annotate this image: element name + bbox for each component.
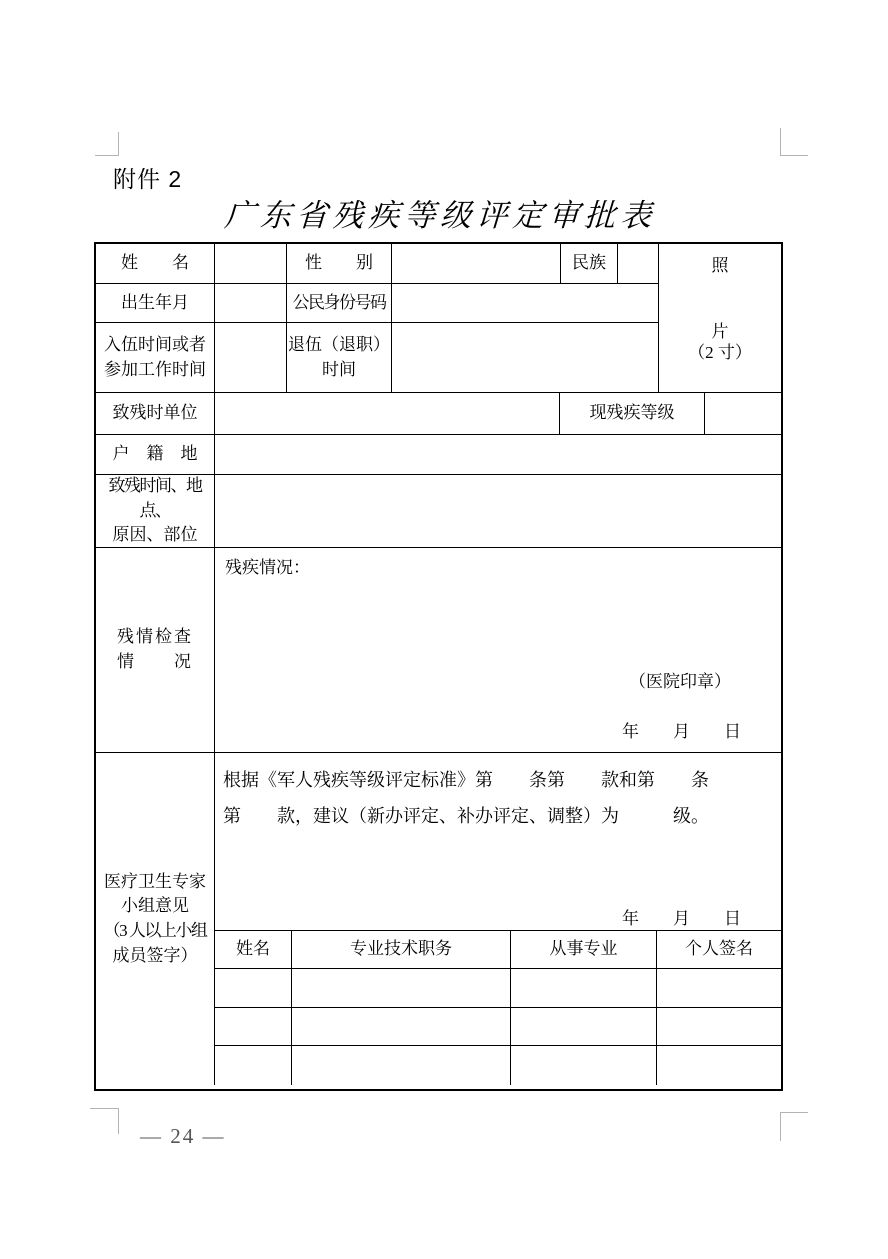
opinion-date-line: 年 月 日 xyxy=(622,909,741,928)
injury-details-value-cell xyxy=(215,475,781,547)
disability-condition-label: 残疾情况： xyxy=(225,558,310,577)
enlistment-time-value-cell xyxy=(215,323,287,392)
table-row xyxy=(96,393,781,435)
table-row xyxy=(96,475,781,548)
expert-opinion-cell xyxy=(215,753,781,931)
photo-box xyxy=(658,244,781,392)
signature-table-empty-row xyxy=(215,969,781,1008)
discharge-time-value-cell xyxy=(392,323,658,392)
birth-date-label: 出生年月 xyxy=(96,284,215,323)
name-label: 姓 名 xyxy=(96,244,215,283)
crop-mark-bottom-left xyxy=(90,1108,119,1134)
table-row xyxy=(96,435,781,475)
gender-value-cell xyxy=(392,244,561,283)
exam-section-label: 残情检查 情 况 xyxy=(96,548,215,752)
crop-mark-bottom-right xyxy=(780,1112,808,1141)
exam-date-line: 年 月 日 xyxy=(622,722,741,741)
empty-cell xyxy=(215,969,292,1007)
ethnicity-value-cell xyxy=(618,244,658,283)
opinion-text-line1: 根据《军人残疾等级评定标准》第 条第 款和第 条 xyxy=(223,770,709,790)
disabling-unit-label: 致残时单位 xyxy=(96,393,215,434)
identity-grid xyxy=(96,244,658,392)
signature-col-signature: 个人签名 xyxy=(685,939,753,959)
empty-cell xyxy=(215,1046,292,1085)
empty-cell xyxy=(511,969,657,1007)
table-row xyxy=(96,323,658,392)
empty-cell xyxy=(511,1046,657,1085)
signature-col-specialty: 从事专业 xyxy=(511,931,657,969)
discharge-time-label: 退伍（退职） 时间 xyxy=(287,323,392,392)
photo-text-line1: 照 xyxy=(711,256,729,275)
identity-section xyxy=(96,244,781,393)
enlistment-time-label: 入伍时间或者 参加工作时间 xyxy=(96,323,215,392)
ethnicity-label: 民族 xyxy=(561,244,618,283)
photo-text-line3: （2 寸） xyxy=(688,342,752,362)
disabling-unit-value-cell xyxy=(215,393,560,434)
signature-table-empty-row xyxy=(215,1046,781,1085)
empty-cell xyxy=(657,1046,781,1085)
empty-cell xyxy=(292,1008,511,1046)
table-row xyxy=(96,244,658,284)
approval-form-table xyxy=(94,242,783,1091)
residence-value-cell xyxy=(215,435,781,474)
empty-cell xyxy=(292,1046,511,1085)
table-row xyxy=(96,284,658,324)
expert-opinion-area xyxy=(215,753,781,1085)
citizen-id-value-cell xyxy=(392,284,658,323)
empty-cell xyxy=(215,1008,292,1046)
current-grade-label: 现残疾等级 xyxy=(560,393,705,434)
current-grade-value-cell xyxy=(705,393,781,434)
residence-label: 户 籍 地 xyxy=(96,435,215,474)
page-number: — 24 — xyxy=(140,1124,226,1148)
signature-col-name: 姓名 xyxy=(215,931,292,969)
birth-date-value-cell xyxy=(215,284,287,323)
attachment-label: 附件 2 xyxy=(113,166,183,192)
signature-col-title: 专业技术职务 xyxy=(292,931,511,969)
crop-mark-top-right xyxy=(780,128,808,156)
empty-cell xyxy=(657,969,781,1007)
exam-content-cell xyxy=(215,548,781,752)
gender-label: 性 别 xyxy=(287,244,392,283)
empty-cell xyxy=(292,969,511,1007)
hospital-seal-placeholder: （医院印章） xyxy=(629,672,731,691)
empty-cell xyxy=(511,1008,657,1046)
signature-table-empty-row xyxy=(215,1008,781,1047)
opinion-text-line2: 第 款，建议（新办评定、补办评定、调整）为 级。 xyxy=(223,806,709,826)
citizen-id-label: 公民身份号码 xyxy=(287,284,392,323)
form-title: 广东省残疾等级评定审批表 xyxy=(223,198,658,233)
name-value-cell xyxy=(215,244,287,283)
table-row xyxy=(96,548,781,753)
injury-details-label: 致残时间、地点、 原因、部位 xyxy=(96,475,215,547)
expert-group-label: 医疗卫生专家 小组意见 （3 人以上小组 成员签字） xyxy=(96,753,215,1085)
photo-text-line2: 片 xyxy=(711,322,729,342)
empty-cell xyxy=(657,1008,781,1046)
crop-mark-top-left xyxy=(95,132,119,156)
table-row xyxy=(96,753,781,1085)
